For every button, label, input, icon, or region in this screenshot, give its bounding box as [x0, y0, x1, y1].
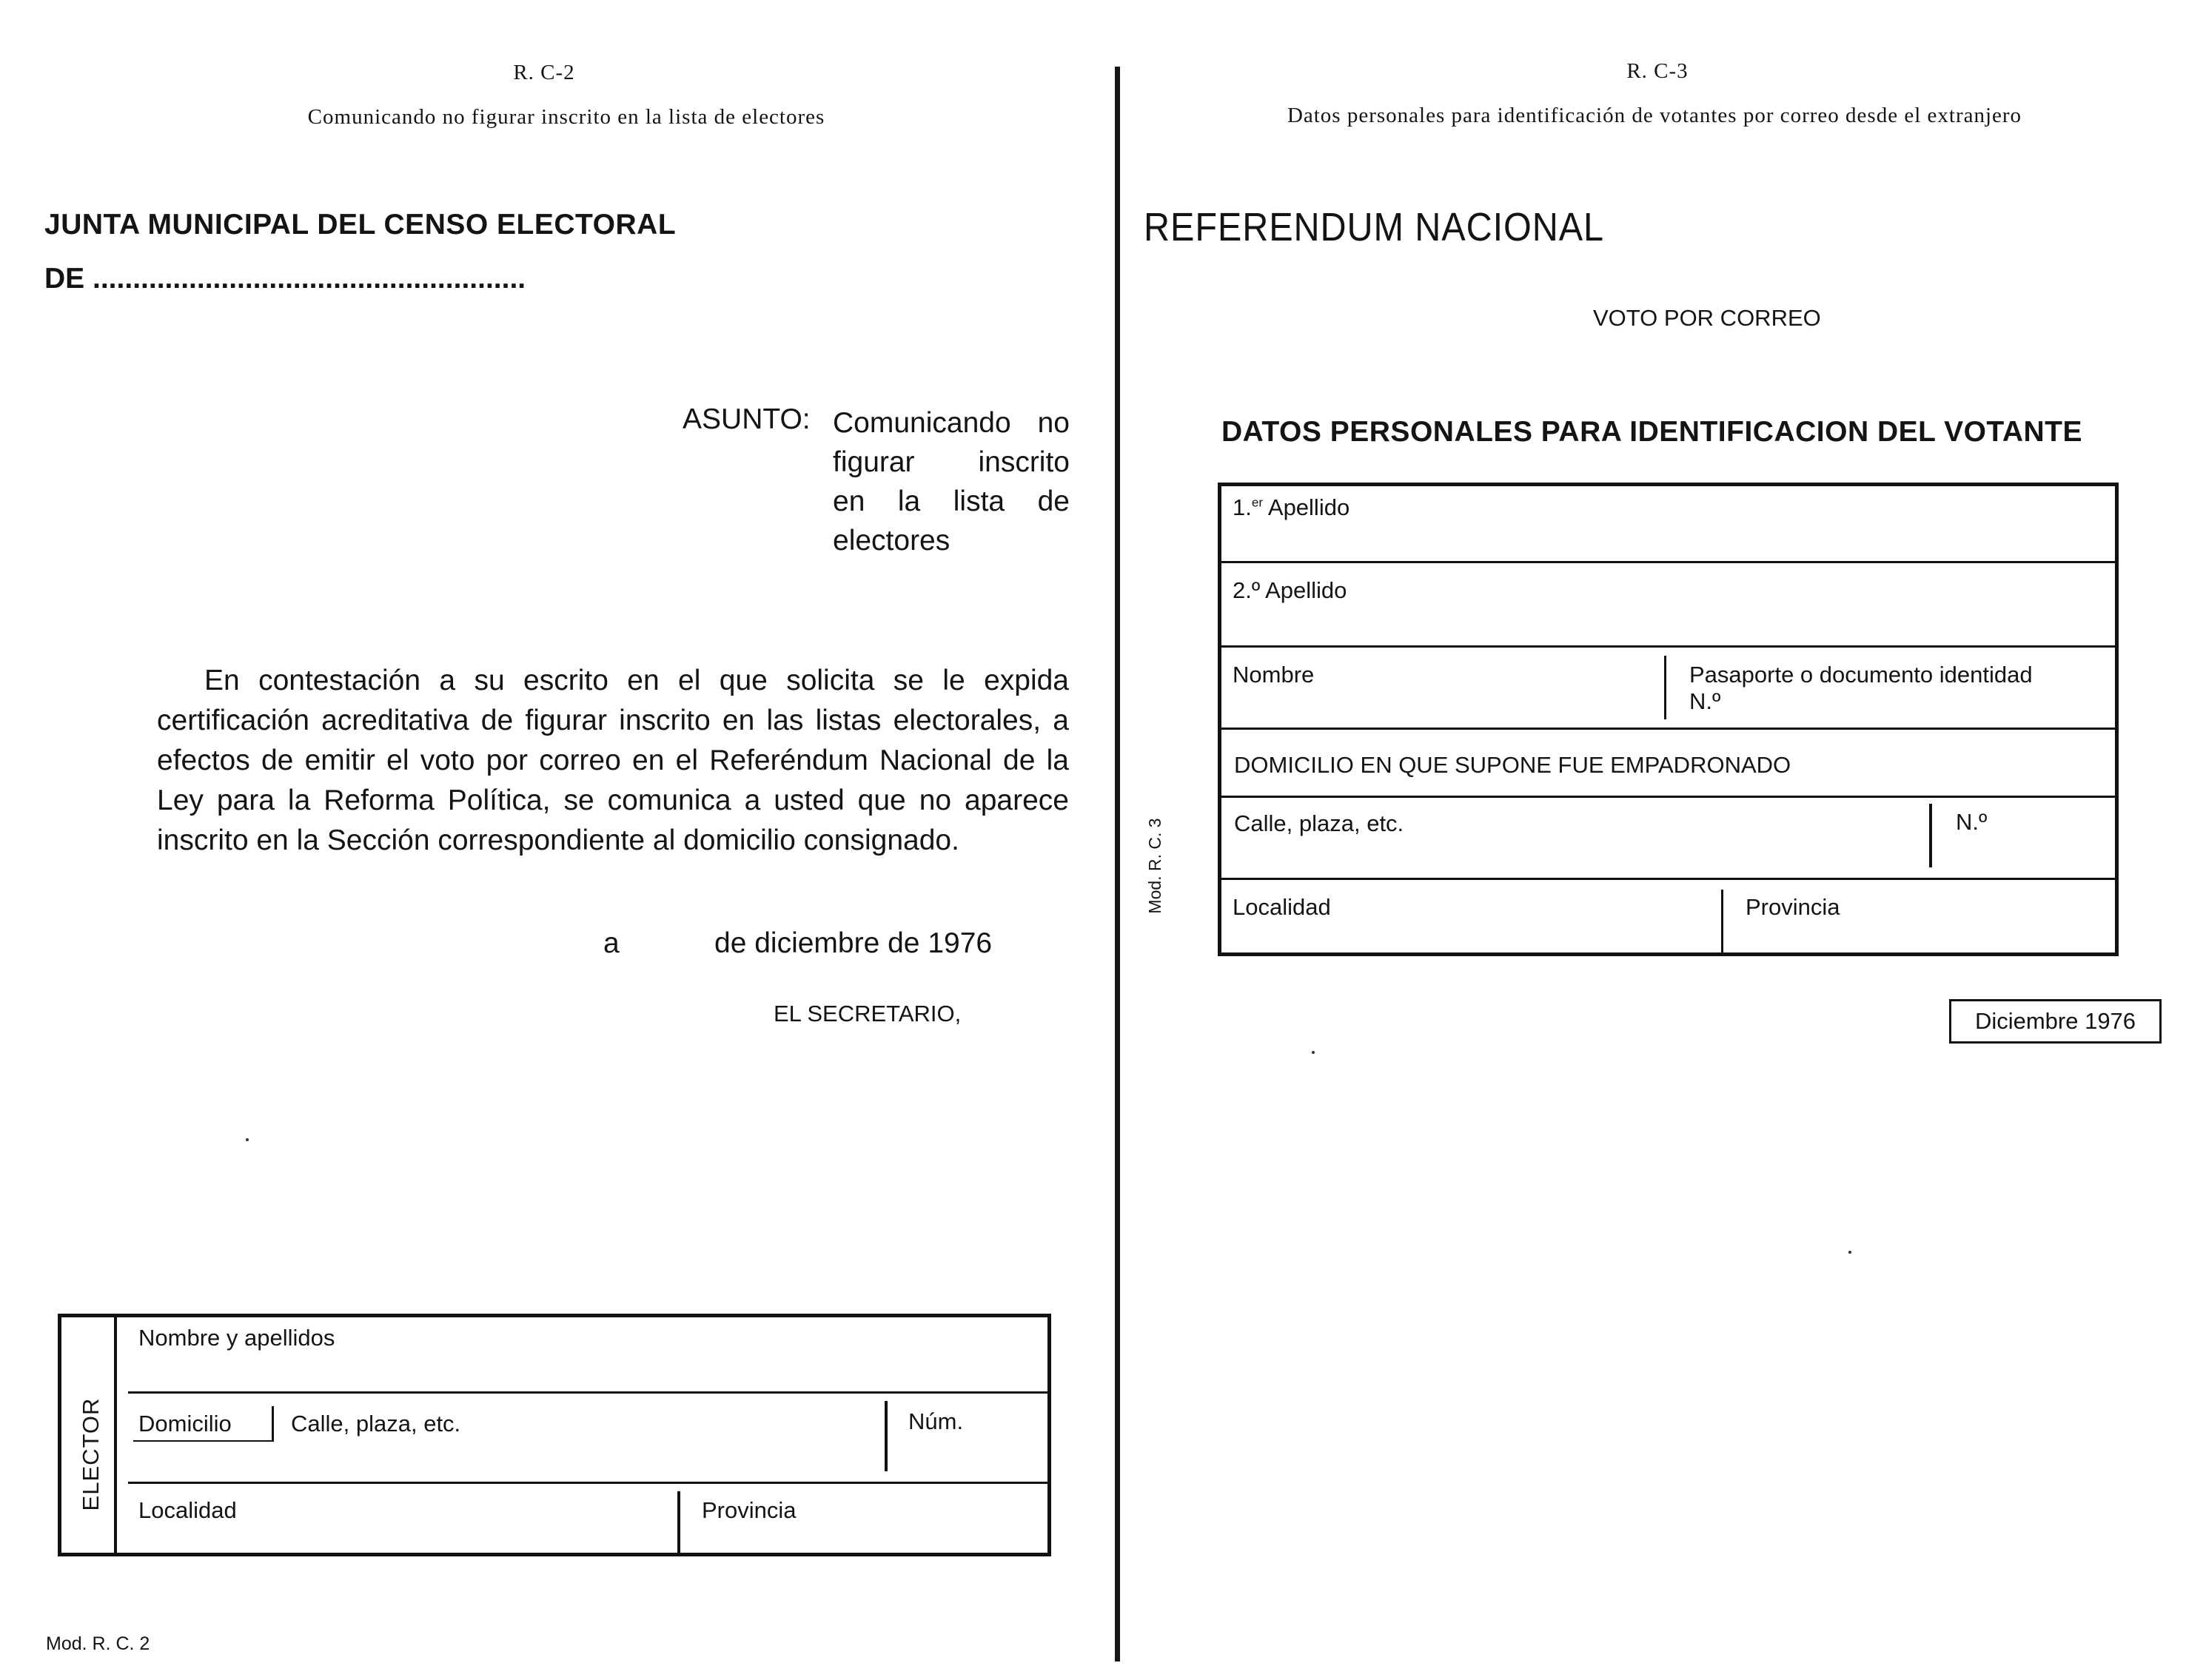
apellido1-label: 1.$^{er}$ Apellido — [1233, 494, 1350, 520]
elector-provincia-label: Provincia — [702, 1497, 797, 1523]
voto-por-correo: VOTO POR CORREO — [1593, 305, 1821, 331]
calle-num-label: N.º — [1956, 809, 1988, 835]
datos-heading: DATOS PERSONALES PARA IDENTIFICACION DEL VOTANTE — [1221, 416, 2083, 448]
date-line: de diciembre de 1976 — [714, 927, 993, 959]
elector-row-divider — [128, 1391, 1051, 1394]
elector-calle-label: Calle, plaza, etc. — [291, 1411, 461, 1437]
right-mod-label: Mod. R. C. 3 — [1145, 818, 1164, 914]
right-form-subtitle: Datos personales para identificación de votantes por correo desde el extranjero — [1287, 104, 2022, 127]
left-form-subtitle: Comunicando no figurar inscrito en la lista de electores — [307, 105, 825, 129]
localidad-label: Localidad — [1233, 894, 1331, 920]
referendum-title: REFERENDUM NACIONAL — [1144, 205, 1604, 249]
date-a: a — [603, 927, 620, 959]
pasaporte-num-label: N.º — [1689, 688, 1721, 714]
apellido2-label: 2.º Apellido — [1233, 577, 1347, 603]
print-speck — [1312, 1051, 1315, 1054]
page-divider — [1115, 67, 1120, 1661]
asunto-label: ASUNTO: — [683, 403, 811, 435]
elector-side-label-wrap — [65, 1397, 118, 1511]
asunto-line: electores — [833, 525, 950, 557]
asunto-line: figurar inscrito — [833, 446, 1070, 478]
calle-num-divider — [1929, 804, 1932, 867]
form-row-divider — [1218, 728, 2119, 730]
elector-localidad-label: Localidad — [138, 1497, 237, 1523]
domicilio-heading: DOMICILIO EN QUE SUPONE FUE EMPADRONADO — [1234, 752, 1791, 778]
elector-nombre-label: Nombre y apellidos — [138, 1325, 335, 1351]
domicilio-underline — [133, 1440, 274, 1442]
form-row-divider — [1218, 878, 2119, 880]
right-mod-label-wrap — [1133, 818, 1177, 914]
form-row-divider — [1218, 645, 2119, 648]
apellido1-sup: er — [1251, 495, 1263, 510]
elector-side-label: ELECTOR — [78, 1397, 104, 1511]
elector-provincia-divider — [677, 1491, 680, 1556]
asunto-line: Comunicando no — [833, 407, 1070, 439]
right-form-code: R. C-3 — [1626, 59, 1689, 83]
print-speck — [246, 1138, 249, 1141]
print-speck — [1848, 1251, 1851, 1254]
pasaporte-divider — [1664, 656, 1666, 719]
pasaporte-label: Pasaporte o documento identidad — [1689, 662, 2033, 688]
left-form-code: R. C-2 — [513, 61, 575, 84]
body-paragraph: En contestación a su escrito en el que solicita se le expida certificación acreditativa de figurar inscrito en las listas electorales, a efectos de emitir el voto por correo en el Referéndum Nacional de la Ley para la Reforma Política, se comunica a usted que no aparece inscrito en la Sección correspondiente al domicilio consignado. — [157, 665, 1069, 856]
junta-de-line: DE ...................................................... — [44, 263, 526, 295]
asunto-text — [833, 403, 1070, 560]
domicilio-divider — [272, 1406, 274, 1440]
datos-form-box — [1218, 483, 2119, 956]
junta-title: JUNTA MUNICIPAL DEL CENSO ELECTORAL — [44, 209, 677, 241]
nombre-label: Nombre — [1233, 662, 1315, 688]
provincia-divider — [1721, 890, 1723, 955]
asunto-line: en la lista de — [833, 485, 1070, 517]
elector-num-label: Núm. — [908, 1408, 964, 1434]
form-row-divider — [1218, 561, 2119, 563]
form-row-divider — [1218, 796, 2119, 798]
elector-side-divider — [114, 1314, 117, 1556]
elector-domicilio-label: Domicilio — [138, 1411, 232, 1437]
provincia-label: Provincia — [1746, 894, 1840, 920]
fecha-box: Diciembre 1976 — [1949, 999, 2162, 1044]
secretario-label: EL SECRETARIO, — [774, 1001, 962, 1027]
elector-num-divider — [885, 1401, 888, 1471]
left-mod-label: Mod. R. C. 2 — [46, 1633, 150, 1654]
elector-row-divider — [128, 1482, 1051, 1484]
calle-label: Calle, plaza, etc. — [1234, 810, 1404, 836]
